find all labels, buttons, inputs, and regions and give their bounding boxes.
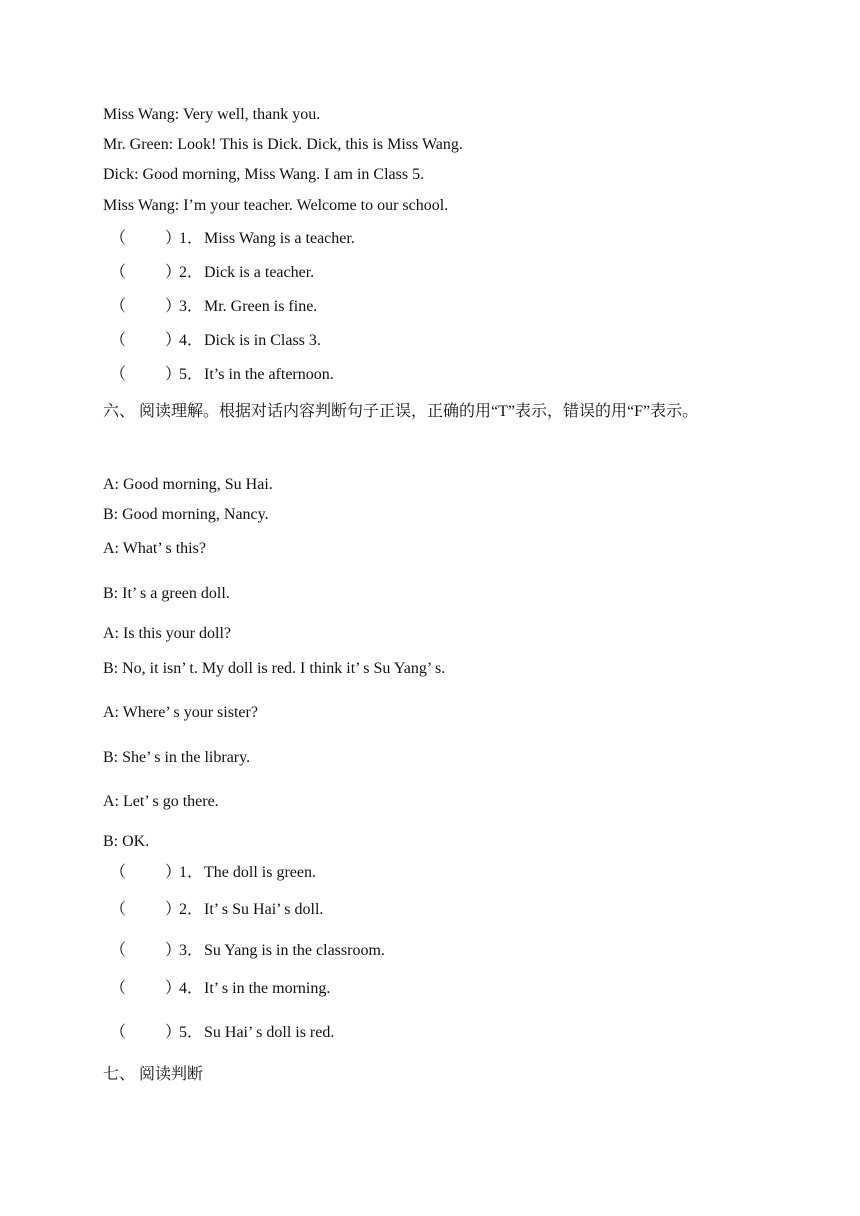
question-number: 2． bbox=[179, 264, 204, 281]
question-text: Su Hai’ s doll is red. bbox=[204, 1024, 335, 1041]
answer-blank-open: （ bbox=[110, 230, 127, 247]
question-text: Dick is a teacher. bbox=[204, 264, 315, 281]
question-item bbox=[110, 900, 323, 920]
question-item bbox=[110, 365, 334, 385]
dialogue-line: A: What’ s this? bbox=[103, 540, 206, 557]
question-item bbox=[110, 1023, 334, 1043]
question-number: 5． bbox=[179, 366, 204, 383]
dialogue-line: B: She’ s in the library. bbox=[103, 749, 251, 766]
question-text: Miss Wang is a teacher. bbox=[204, 230, 355, 247]
answer-blank-close: ） bbox=[165, 264, 182, 281]
question-number: 3． bbox=[179, 942, 204, 959]
answer-blank-open: （ bbox=[110, 264, 127, 281]
dialogue-line: A: Where’ s your sister? bbox=[103, 704, 258, 721]
question-item bbox=[110, 941, 385, 961]
answer-blank-close: ） bbox=[165, 864, 182, 881]
answer-blank-open: （ bbox=[110, 942, 127, 959]
passage-line: Dick: Good morning, Miss Wang. I am in Class 5. bbox=[103, 166, 425, 183]
answer-blank-open: （ bbox=[110, 901, 127, 918]
question-number: 5． bbox=[179, 1024, 204, 1041]
answer-blank-open: （ bbox=[110, 332, 127, 349]
dialogue-line: B: OK. bbox=[103, 833, 150, 850]
question-text: Mr. Green is fine. bbox=[204, 298, 318, 315]
passage-line: Mr. Green: Look! This is Dick. Dick, this is Miss Wang. bbox=[103, 136, 463, 153]
answer-blank-close: ） bbox=[165, 1024, 182, 1041]
dialogue-line: A: Good morning, Su Hai. bbox=[103, 476, 273, 493]
answer-blank-close: ） bbox=[165, 942, 182, 959]
question-text: It’ s in the morning. bbox=[204, 980, 331, 997]
answer-blank-open: （ bbox=[110, 298, 127, 315]
question-item bbox=[110, 863, 316, 883]
answer-blank-close: ） bbox=[165, 298, 182, 315]
question-item bbox=[110, 331, 321, 351]
answer-blank-close: ） bbox=[165, 230, 182, 247]
answer-blank-close: ） bbox=[165, 332, 182, 349]
question-number: 2． bbox=[179, 901, 204, 918]
passage-line: Miss Wang: Very well, thank you. bbox=[103, 106, 321, 123]
answer-blank-close: ） bbox=[165, 980, 182, 997]
passage-line: Miss Wang: I’m your teacher. Welcome to our school. bbox=[103, 197, 449, 214]
question-number: 1． bbox=[179, 230, 204, 247]
answer-blank-open: （ bbox=[110, 1024, 127, 1041]
answer-blank-open: （ bbox=[110, 864, 127, 881]
answer-blank-close: ） bbox=[165, 901, 182, 918]
question-item bbox=[110, 263, 314, 283]
answer-blank-open: （ bbox=[110, 366, 127, 383]
dialogue-line: A: Is this your doll? bbox=[103, 625, 231, 642]
question-text: Su Yang is in the classroom. bbox=[204, 942, 385, 959]
dialogue-line: B: It’ s a green doll. bbox=[103, 585, 230, 602]
question-number: 4． bbox=[179, 980, 204, 997]
question-text: It’ s Su Hai’ s doll. bbox=[204, 901, 324, 918]
question-number: 1． bbox=[179, 864, 204, 881]
question-item bbox=[110, 979, 330, 999]
question-text: It’s in the afternoon. bbox=[204, 366, 334, 383]
question-text: The doll is green. bbox=[204, 864, 316, 881]
answer-blank-close: ） bbox=[165, 366, 182, 383]
question-number: 3． bbox=[179, 298, 204, 315]
question-number: 4． bbox=[179, 332, 204, 349]
answer-blank-open: （ bbox=[110, 980, 127, 997]
section-heading: 六、 阅读理解。根据对话内容判断句子正误，正确的用“T”表示，错误的用“F”表示。 bbox=[103, 403, 699, 420]
question-item bbox=[110, 229, 355, 249]
dialogue-line: B: No, it isn’ t. My doll is red. I think it’ s Su Yang’ s. bbox=[103, 660, 446, 677]
dialogue-line: B: Good morning, Nancy. bbox=[103, 506, 269, 523]
question-text: Dick is in Class 3. bbox=[204, 332, 321, 349]
section-heading: 七、 阅读判断 bbox=[103, 1066, 204, 1083]
question-item bbox=[110, 297, 317, 317]
dialogue-line: A: Let’ s go there. bbox=[103, 793, 219, 810]
